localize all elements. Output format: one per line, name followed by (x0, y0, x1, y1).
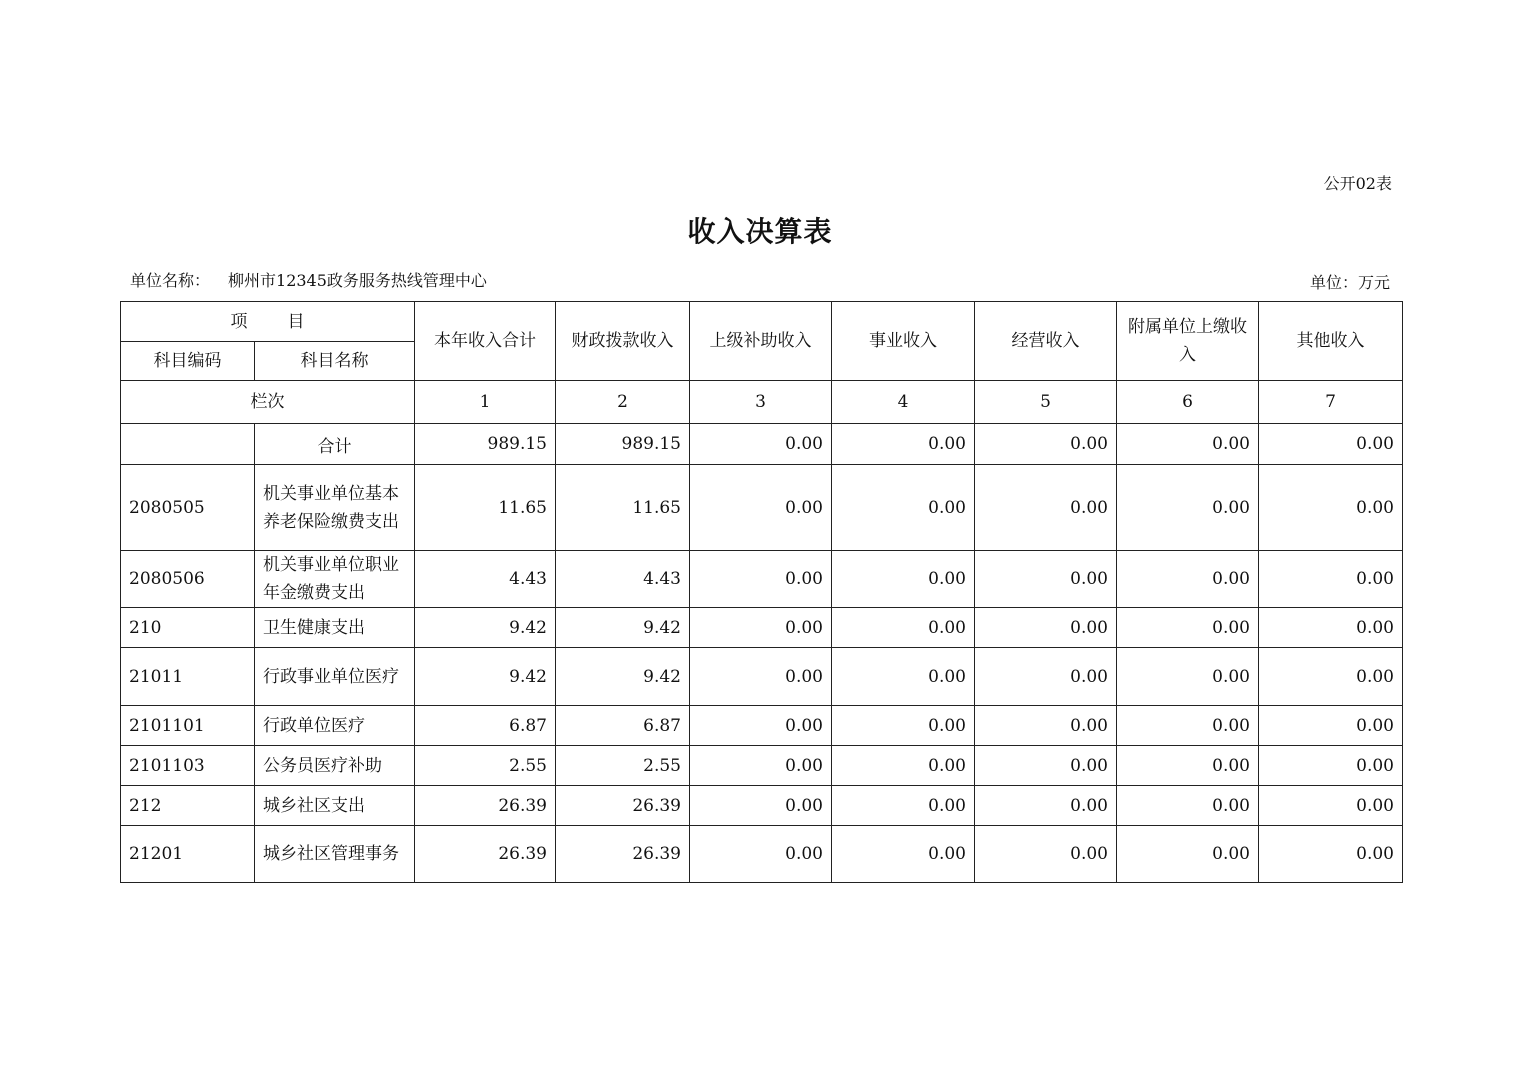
table-row (121, 746, 1403, 786)
table-cell: 4.43 (415, 551, 556, 608)
table-cell: 9.42 (556, 648, 690, 706)
table-cell: 989.15 (556, 424, 690, 465)
name-cell: 机关事业单位职业年金缴费支出 (255, 551, 415, 608)
table-row (121, 826, 1403, 883)
unit-name (130, 268, 487, 291)
table-cell: 0.00 (832, 746, 975, 786)
unit-name-value: 柳州市12345政务服务热线管理中心 (228, 271, 487, 290)
col-header: 本年收入合计 (415, 302, 556, 381)
table-cell: 0.00 (975, 746, 1117, 786)
table-cell: 0.00 (1259, 826, 1403, 883)
code-header: 科目编码 (121, 342, 255, 381)
name-cell: 行政单位医疗 (255, 706, 415, 746)
table-cell: 0.00 (975, 551, 1117, 608)
table-cell: 0.00 (1117, 706, 1259, 746)
table-cell: 0.00 (690, 706, 832, 746)
table-cell: 26.39 (556, 826, 690, 883)
table-cell: 0.00 (1117, 746, 1259, 786)
table-cell: 0.00 (832, 465, 975, 551)
income-table (120, 301, 1403, 883)
table-cell: 0.00 (1117, 465, 1259, 551)
table-cell: 0.00 (1259, 465, 1403, 551)
col-header: 上级补助收入 (690, 302, 832, 381)
table-cell: 0.00 (1117, 551, 1259, 608)
table-cell: 0.00 (1117, 608, 1259, 648)
table-cell: 0.00 (975, 424, 1117, 465)
code-cell: 21011 (121, 648, 255, 706)
table-row (121, 706, 1403, 746)
name-cell: 卫生健康支出 (255, 608, 415, 648)
code-cell: 2101101 (121, 706, 255, 746)
table-cell: 0.00 (1259, 706, 1403, 746)
table-cell: 0.00 (832, 424, 975, 465)
col-header: 财政拨款收入 (556, 302, 690, 381)
table-cell: 0.00 (690, 608, 832, 648)
table-row (121, 648, 1403, 706)
table-cell: 2.55 (556, 746, 690, 786)
table-cell: 0.00 (832, 786, 975, 826)
table-cell: 0.00 (975, 465, 1117, 551)
page-title: 收入决算表 (687, 215, 833, 248)
table-cell: 0.00 (832, 551, 975, 608)
code-cell: 210 (121, 608, 255, 648)
form-number: 公开02表 (1323, 174, 1392, 193)
table-cell: 0.00 (1259, 786, 1403, 826)
table-cell: 9.42 (415, 648, 556, 706)
col-header: 事业收入 (832, 302, 975, 381)
name-cell: 机关事业单位基本养老保险缴费支出 (255, 465, 415, 551)
total-row (121, 424, 1403, 465)
table-cell: 9.42 (415, 608, 556, 648)
table-cell: 6.87 (415, 706, 556, 746)
code-cell: 2080505 (121, 465, 255, 551)
total-code-cell (121, 424, 255, 465)
table-cell: 0.00 (1259, 648, 1403, 706)
col-index: 1 (415, 381, 556, 424)
table-cell: 0.00 (975, 786, 1117, 826)
table-cell: 0.00 (690, 648, 832, 706)
table-cell: 0.00 (832, 648, 975, 706)
table-cell: 0.00 (832, 826, 975, 883)
col-index: 5 (975, 381, 1117, 424)
table-cell: 26.39 (415, 786, 556, 826)
table-cell: 0.00 (690, 826, 832, 883)
col-index: 3 (690, 381, 832, 424)
code-cell: 21201 (121, 826, 255, 883)
code-cell: 2101103 (121, 746, 255, 786)
table-cell: 0.00 (1259, 551, 1403, 608)
table-cell: 0.00 (1259, 424, 1403, 465)
code-cell: 212 (121, 786, 255, 826)
table-cell: 0.00 (1117, 648, 1259, 706)
table-cell: 11.65 (556, 465, 690, 551)
table-cell: 0.00 (690, 465, 832, 551)
name-cell: 行政事业单位医疗 (255, 648, 415, 706)
col-header: 附属单位上缴收入 (1117, 302, 1259, 381)
table-cell: 0.00 (1117, 424, 1259, 465)
table-cell: 0.00 (1259, 746, 1403, 786)
name-cell: 城乡社区管理事务 (255, 826, 415, 883)
table-cell: 0.00 (690, 746, 832, 786)
unit-name-label: 单位名称： (130, 271, 211, 290)
table-cell: 0.00 (690, 786, 832, 826)
name-cell: 公务员医疗补助 (255, 746, 415, 786)
table-cell: 11.65 (415, 465, 556, 551)
col-index: 2 (556, 381, 690, 424)
table-cell: 0.00 (832, 608, 975, 648)
table-cell: 2.55 (415, 746, 556, 786)
total-label: 合计 (255, 424, 415, 465)
table-cell: 26.39 (556, 786, 690, 826)
table-cell: 0.00 (832, 706, 975, 746)
table-cell: 989.15 (415, 424, 556, 465)
table-cell: 0.00 (975, 706, 1117, 746)
table-row (121, 551, 1403, 608)
col-index-label: 栏次 (121, 381, 415, 424)
table-cell: 0.00 (690, 424, 832, 465)
table-row (121, 786, 1403, 826)
col-index: 7 (1259, 381, 1403, 424)
table-cell: 4.43 (556, 551, 690, 608)
money-unit: 单位：万元 (1309, 273, 1390, 292)
project-header: 项 目 (121, 302, 415, 342)
table-cell: 26.39 (415, 826, 556, 883)
table-cell: 0.00 (1259, 608, 1403, 648)
table-row (121, 465, 1403, 551)
col-index: 4 (832, 381, 975, 424)
table-cell: 0.00 (1117, 826, 1259, 883)
col-index: 6 (1117, 381, 1259, 424)
code-cell: 2080506 (121, 551, 255, 608)
name-cell: 城乡社区支出 (255, 786, 415, 826)
table-cell: 0.00 (690, 551, 832, 608)
name-header: 科目名称 (255, 342, 415, 381)
table-cell: 0.00 (1117, 786, 1259, 826)
col-header: 其他收入 (1259, 302, 1403, 381)
table-cell: 0.00 (975, 608, 1117, 648)
col-header: 经营收入 (975, 302, 1117, 381)
table-cell: 0.00 (975, 826, 1117, 883)
table-cell: 6.87 (556, 706, 690, 746)
table-cell: 9.42 (556, 608, 690, 648)
table-cell: 0.00 (975, 648, 1117, 706)
table-row (121, 608, 1403, 648)
